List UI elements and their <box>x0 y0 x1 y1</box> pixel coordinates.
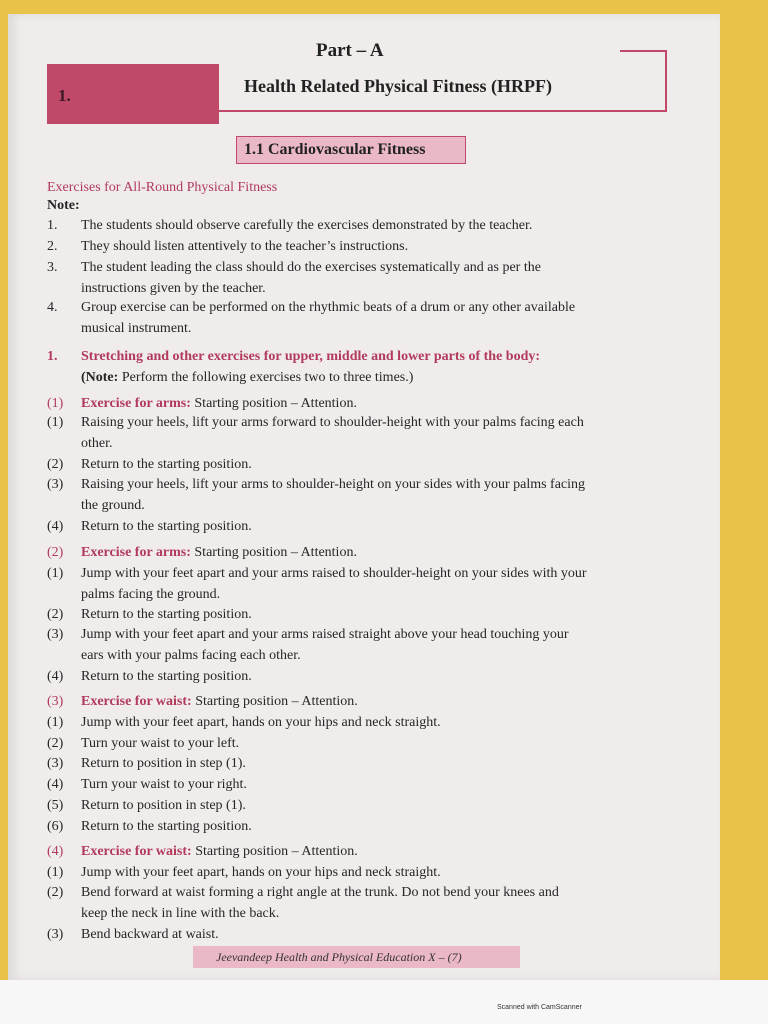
scan-footer-bar <box>0 980 768 1024</box>
subheading: Exercises for All-Round Physical Fitness <box>47 180 278 195</box>
chapter-title: Health Related Physical Fitness (HRPF) <box>244 76 552 96</box>
section-title: 1.1 Cardiovascular Fitness <box>244 141 426 158</box>
part-title: Part – A <box>316 40 384 61</box>
scanner-watermark: Scanned with CamScanner <box>497 1004 582 1011</box>
note-label: Note: <box>47 198 80 213</box>
chapter-number-box <box>47 64 219 124</box>
exercise-group-note: (Note: Perform the following exercises two to three times.) <box>81 370 414 385</box>
page-footer: Jeevandeep Health and Physical Education X – (7) <box>216 950 462 964</box>
chapter-frame-line <box>665 50 667 112</box>
chapter-number: 1. <box>58 86 71 105</box>
chapter-frame-line <box>620 50 667 52</box>
chapter-frame-line <box>219 110 667 112</box>
